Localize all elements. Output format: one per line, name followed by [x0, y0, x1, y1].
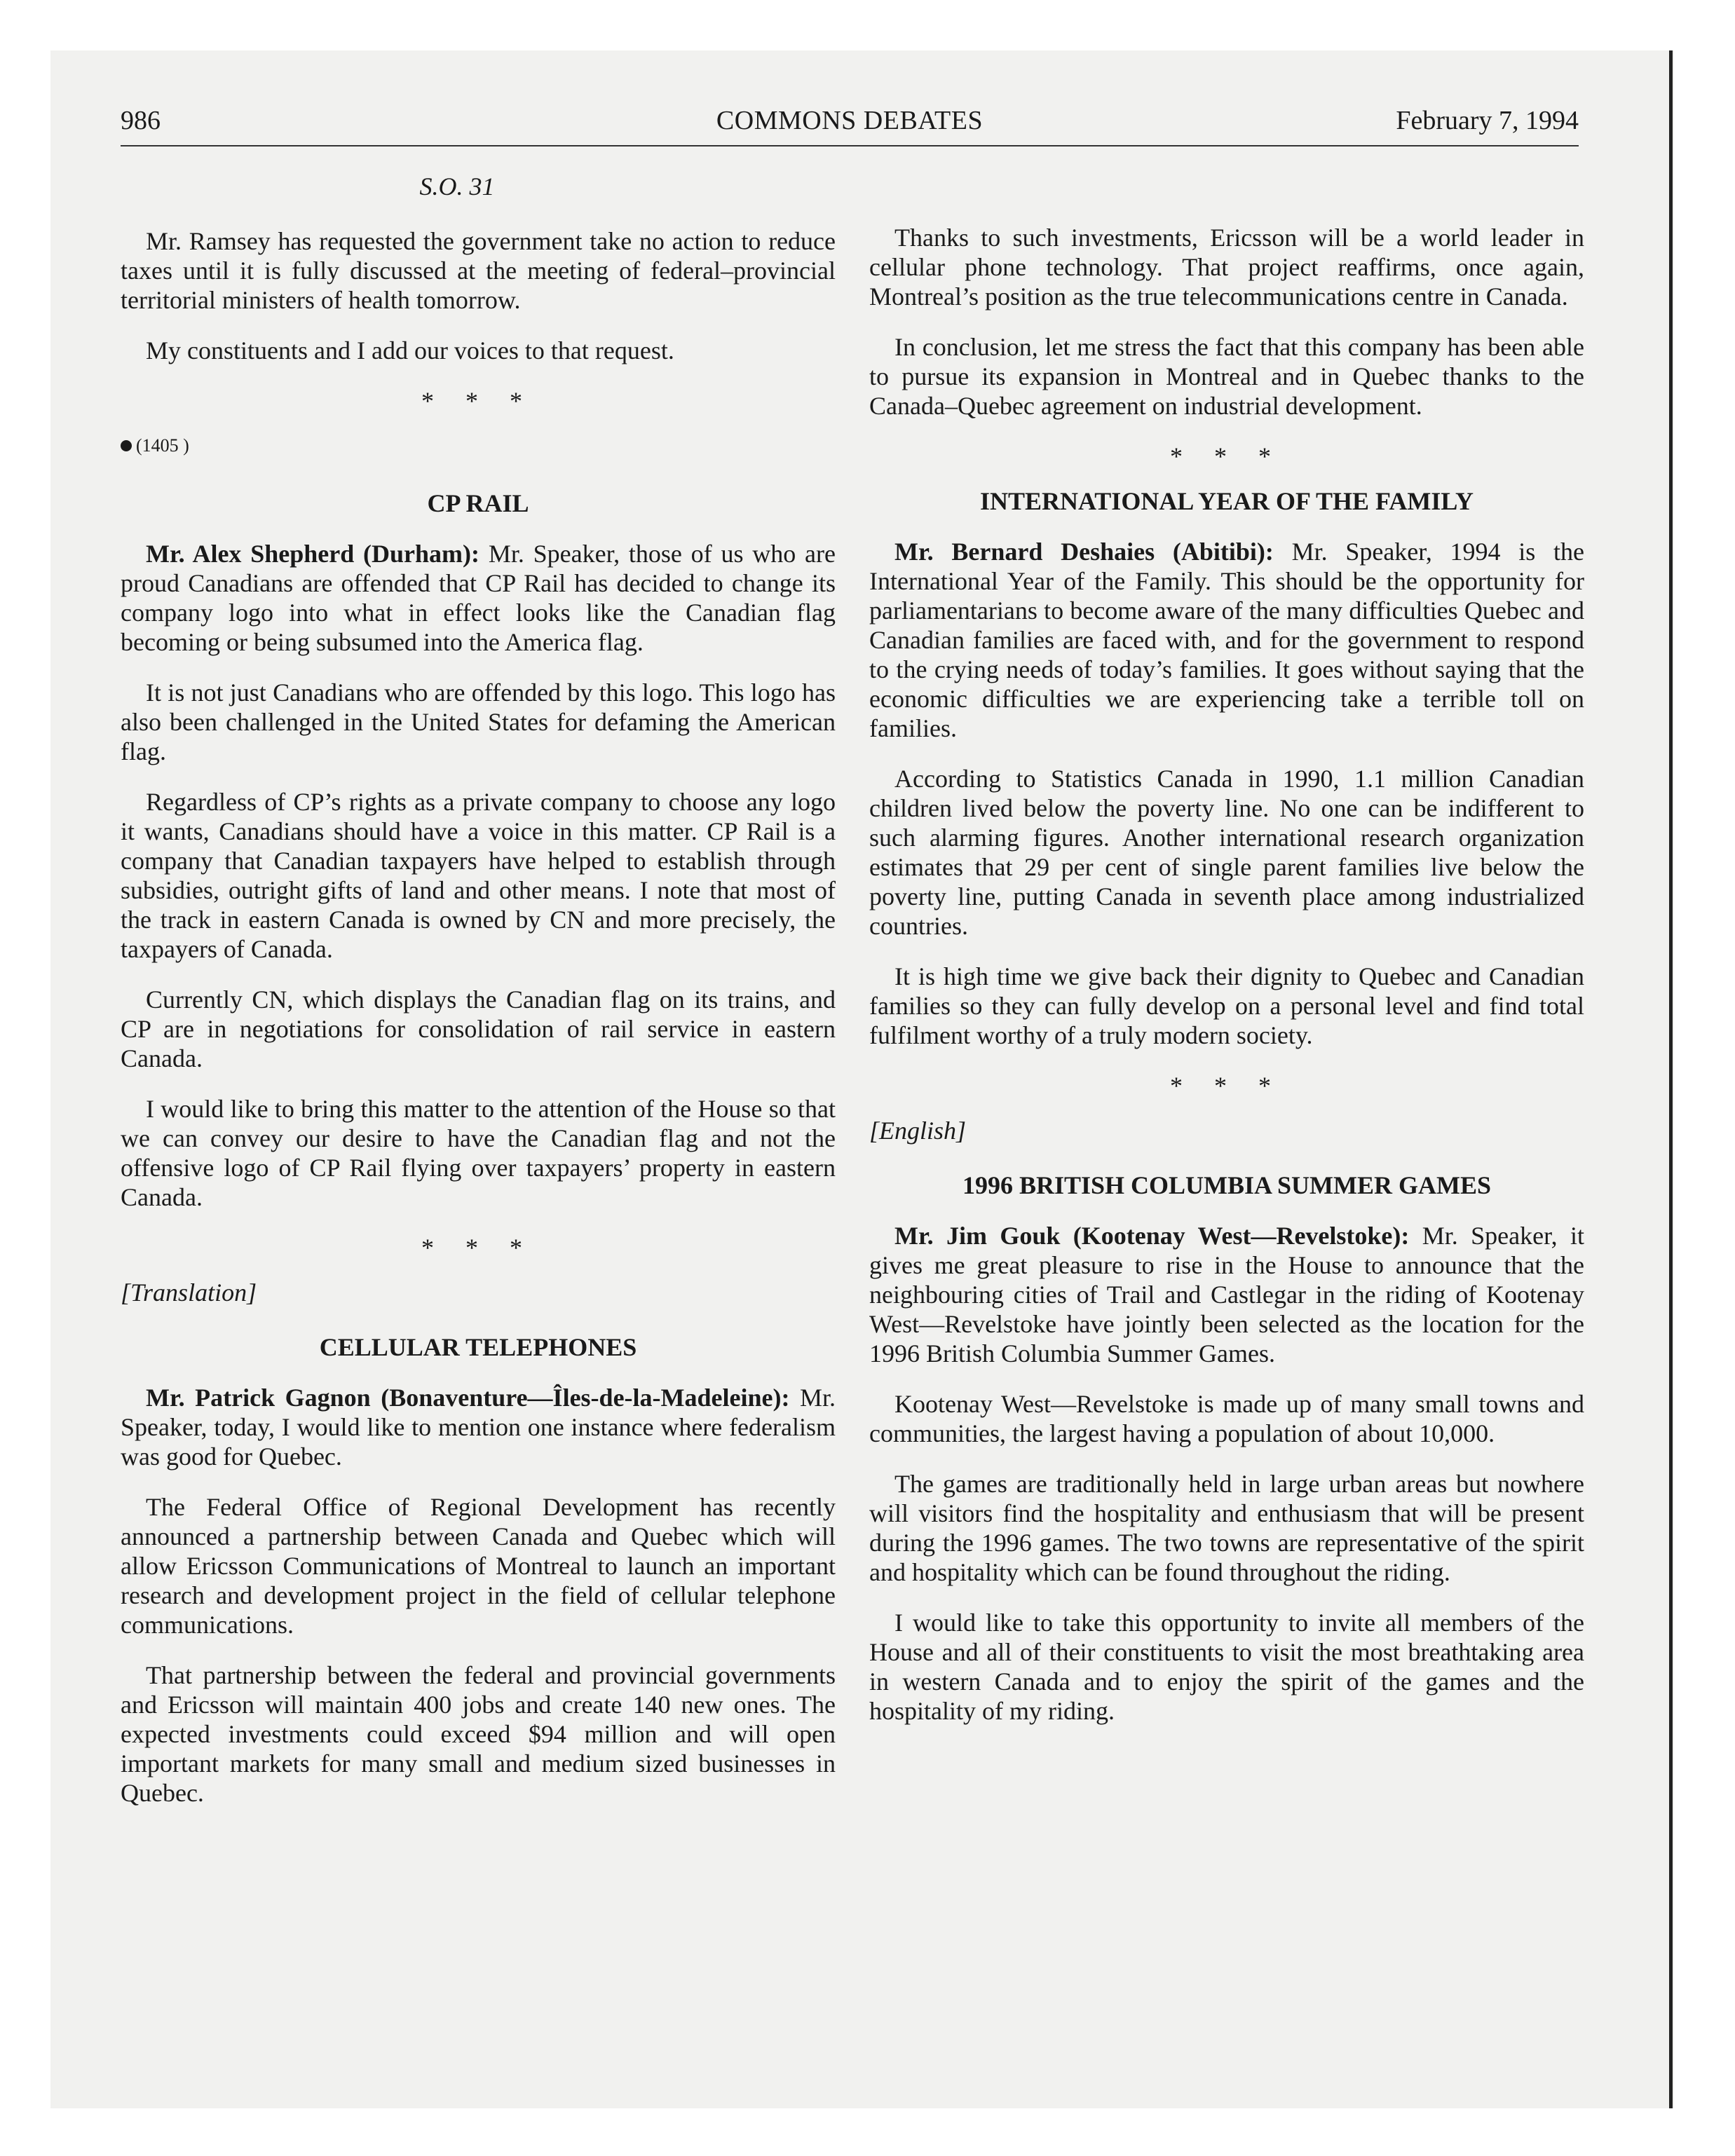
paragraph: Currently CN, which displays the Canadian flag on its trains, and CP are in negotiations for consolidation of rail service in eastern Canada.	[121, 985, 836, 1072]
time-marker-text: (1405 )	[136, 435, 189, 456]
paragraph: The games are traditionally held in large urban areas but nowhere will visitors find the hospitality and enthusiasm that will be present during the 1996 games. The two towns are representative of the spirit and hospitality which can be found throughout the riding.	[869, 1470, 1584, 1586]
section-heading: CELLULAR TELEPHONES	[319, 1333, 637, 1361]
paragraph	[869, 537, 1584, 743]
paragraph-text: Mr. Speaker, it gives me great pleasure to rise in the House to announce that the neighbouring cities of Trail and Castlegar in the riding of Kootenay West—Revelstoke have jointly been selected as the location for the 1996 British Columbia Summer Games.	[869, 1222, 1584, 1367]
section-separator: * * *	[421, 1234, 535, 1262]
publication-date: February 7, 1994	[1396, 106, 1579, 135]
paragraph: The Federal Office of Regional Development has recently announced a partnership between Canada and Quebec which will allow Ericsson Communications of Montreal to launch an important research and development project in the field of cellular telephone communications.	[121, 1493, 836, 1639]
right-edge-rule	[1669, 50, 1673, 2108]
paragraph: It is high time we give back their dignity to Quebec and Canadian families so they can fully develop on a personal level and find total fulfilment worthy of a truly modern society.	[869, 962, 1584, 1049]
paragraph: Kootenay West—Revelstoke is made up of many small towns and communities, the largest having a population of about 10,000.	[869, 1390, 1584, 1447]
paragraph	[121, 539, 836, 657]
paragraph-text: Mr. Speaker, those of us who are proud Canadians are offended that CP Rail has decided to change its company logo into what in effect looks like the Canadian flag becoming or being subsumed into the America flag.	[121, 540, 836, 656]
bullet-icon	[121, 440, 132, 451]
header-rule	[121, 145, 1579, 146]
paragraph: In conclusion, let me stress the fact that this company has been able to pursue its expansion in Montreal and in Quebec thanks to the Canada–Quebec agreement on industrial development.	[869, 333, 1584, 420]
paragraph: My constituents and I add our voices to that request.	[146, 336, 674, 364]
paragraph-text: Mr. Speaker, today, I would like to mention one instance where federalism was good for Quebec.	[121, 1384, 836, 1471]
paragraph	[869, 1221, 1584, 1368]
section-heading: INTERNATIONAL YEAR OF THE FAMILY	[979, 487, 1474, 515]
paragraph-text: Mr. Speaker, 1994 is the International Year of the Family. This should be the opportunity for parliamentarians to become aware of the many difficulties Quebec and Canadian families are faced with, and for the government to respond to the crying needs of today’s families. It goes without saying that the economic difficulties we are experiencing take a terrible toll on families.	[869, 538, 1585, 742]
publication-title: COMMONS DEBATES	[716, 106, 984, 135]
language-marker: [Translation]	[121, 1278, 257, 1306]
paragraph: It is not just Canadians who are offended by this logo. This logo has also been challenged in the United States for defaming the American flag.	[121, 678, 836, 765]
paragraph: I would like to bring this matter to the attention of the House so that we can convey our desire to have the Canadian flag and not the offensive logo of CP Rail flying over taxpayers’ property in eastern Canada.	[121, 1095, 836, 1211]
section-heading: 1996 BRITISH COLUMBIA SUMMER GAMES	[962, 1171, 1492, 1199]
section-separator: * * *	[1170, 1072, 1284, 1100]
speaker-name: Mr. Bernard Deshaies (Abitibi):	[894, 538, 1274, 566]
section-separator: * * *	[421, 387, 535, 415]
paragraph: Thanks to such investments, Ericsson will be a world leader in cellular phone technology. That project reaffirms, once again, Montreal’s position as the true telecommunications centre in Canada.	[869, 224, 1584, 311]
paragraph: Mr. Ramsey has requested the government take no action to reduce taxes until it is fully discussed at the meeting of federal–provincial territorial ministers of health tomorrow.	[121, 227, 836, 314]
time-marker	[121, 431, 836, 460]
standing-order-label: S.O. 31	[419, 172, 495, 200]
language-marker: [English]	[869, 1117, 967, 1145]
speaker-name: Mr. Jim Gouk (Kootenay West—Revelstoke):	[894, 1222, 1410, 1250]
paragraph	[121, 1383, 836, 1471]
paragraph: I would like to take this opportunity to invite all members of the House and all of their constituents to visit the most breathtaking area in western Canada and to enjoy the spirit of the games and the hospitality of my riding.	[869, 1609, 1584, 1725]
right-column	[869, 223, 1584, 1747]
page-number: 986	[121, 106, 161, 135]
speaker-name: Mr. Patrick Gagnon (Bonaventure—Îles-de-la-Madeleine):	[146, 1384, 790, 1412]
paragraph: Regardless of CP’s rights as a private company to choose any logo it wants, Canadians should have a voice in this matter. CP Rail is a company that Canadian taxpayers have helped to establish through subsidies, outright gifts of land and other means. I note that most of the track in eastern Canada is owned by CN and more precisely, the taxpayers of Canada.	[121, 788, 836, 963]
section-heading: CP RAIL	[427, 489, 529, 517]
section-separator: * * *	[1170, 442, 1284, 470]
speaker-name: Mr. Alex Shepherd (Durham):	[146, 540, 480, 568]
page-header	[121, 105, 1579, 142]
left-column	[121, 172, 836, 1829]
paragraph: According to Statistics Canada in 1990, 1.1 million Canadian children lived below the poverty line. No one can be indifferent to such alarming figures. Another international research organization estimates that 29 per cent of single parent families live below the poverty line, putting Canada in seventh place among industrialized countries.	[869, 765, 1584, 940]
paragraph: That partnership between the federal and provincial governments and Ericsson will maintain 400 jobs and create 140 new ones. The expected investments could exceed $94 million and will open important markets for many small and medium sized businesses in Quebec.	[121, 1661, 836, 1807]
